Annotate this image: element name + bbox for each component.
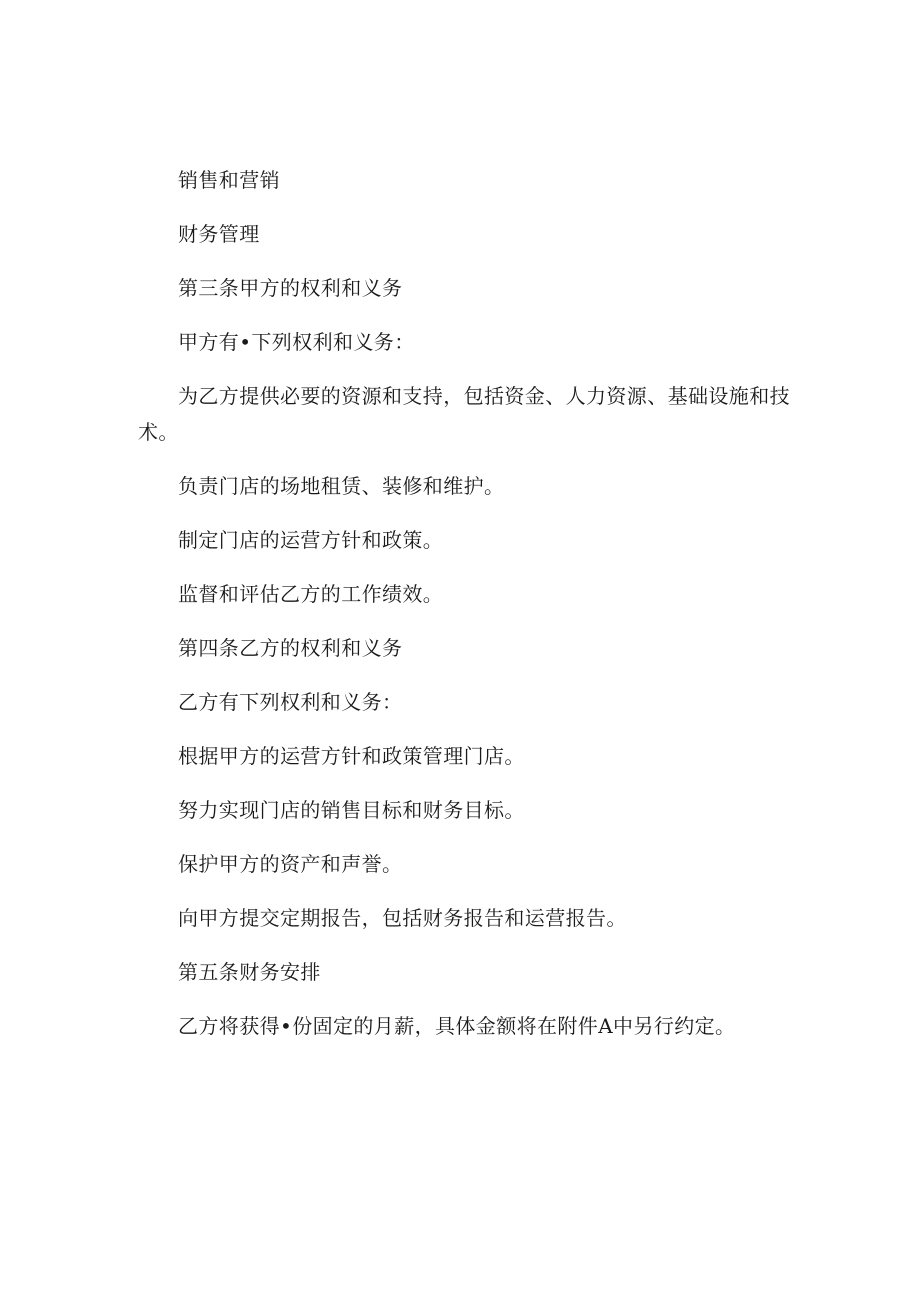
paragraph-party-a-resources: 为乙方提供必要的资源和支持，包括资金、人力资源、基础设施和技术。 bbox=[138, 384, 790, 444]
paragraph-party-a-evaluation: 监督和评估乙方的工作绩效。 bbox=[178, 582, 444, 606]
paragraph-salary: 乙方将获得•份固定的月薪，具体金额将在附件A中另行约定。 bbox=[178, 1014, 736, 1038]
paragraph-party-a-policy: 制定门店的运营方针和政策。 bbox=[178, 528, 444, 552]
heading-article-3: 第三条甲方的权利和义务 bbox=[178, 276, 403, 300]
paragraph-party-a-intro: 甲方有•下列权利和义务： bbox=[178, 330, 415, 354]
heading-article-4: 第四条乙方的权利和义务 bbox=[178, 636, 403, 660]
paragraph-party-b-targets: 努力实现门店的销售目标和财务目标。 bbox=[178, 798, 525, 822]
paragraph-party-b-reports: 向甲方提交定期报告，包括财务报告和运营报告。 bbox=[178, 906, 627, 930]
heading-article-5: 第五条财务安排 bbox=[178, 960, 321, 984]
document-body bbox=[138, 162, 798, 1044]
paragraph-sales-marketing: 销售和营销 bbox=[178, 168, 280, 192]
paragraph-party-b-manage: 根据甲方的运营方针和政策管理门店。 bbox=[178, 744, 525, 768]
paragraph-financial-management: 财务管理 bbox=[178, 222, 260, 246]
paragraph-party-b-protect: 保护甲方的资产和声誉。 bbox=[178, 852, 403, 876]
paragraph-party-b-intro: 乙方有下列权利和义务： bbox=[178, 690, 403, 714]
paragraph-party-a-premises: 负责门店的场地租赁、装修和维护。 bbox=[178, 474, 505, 498]
